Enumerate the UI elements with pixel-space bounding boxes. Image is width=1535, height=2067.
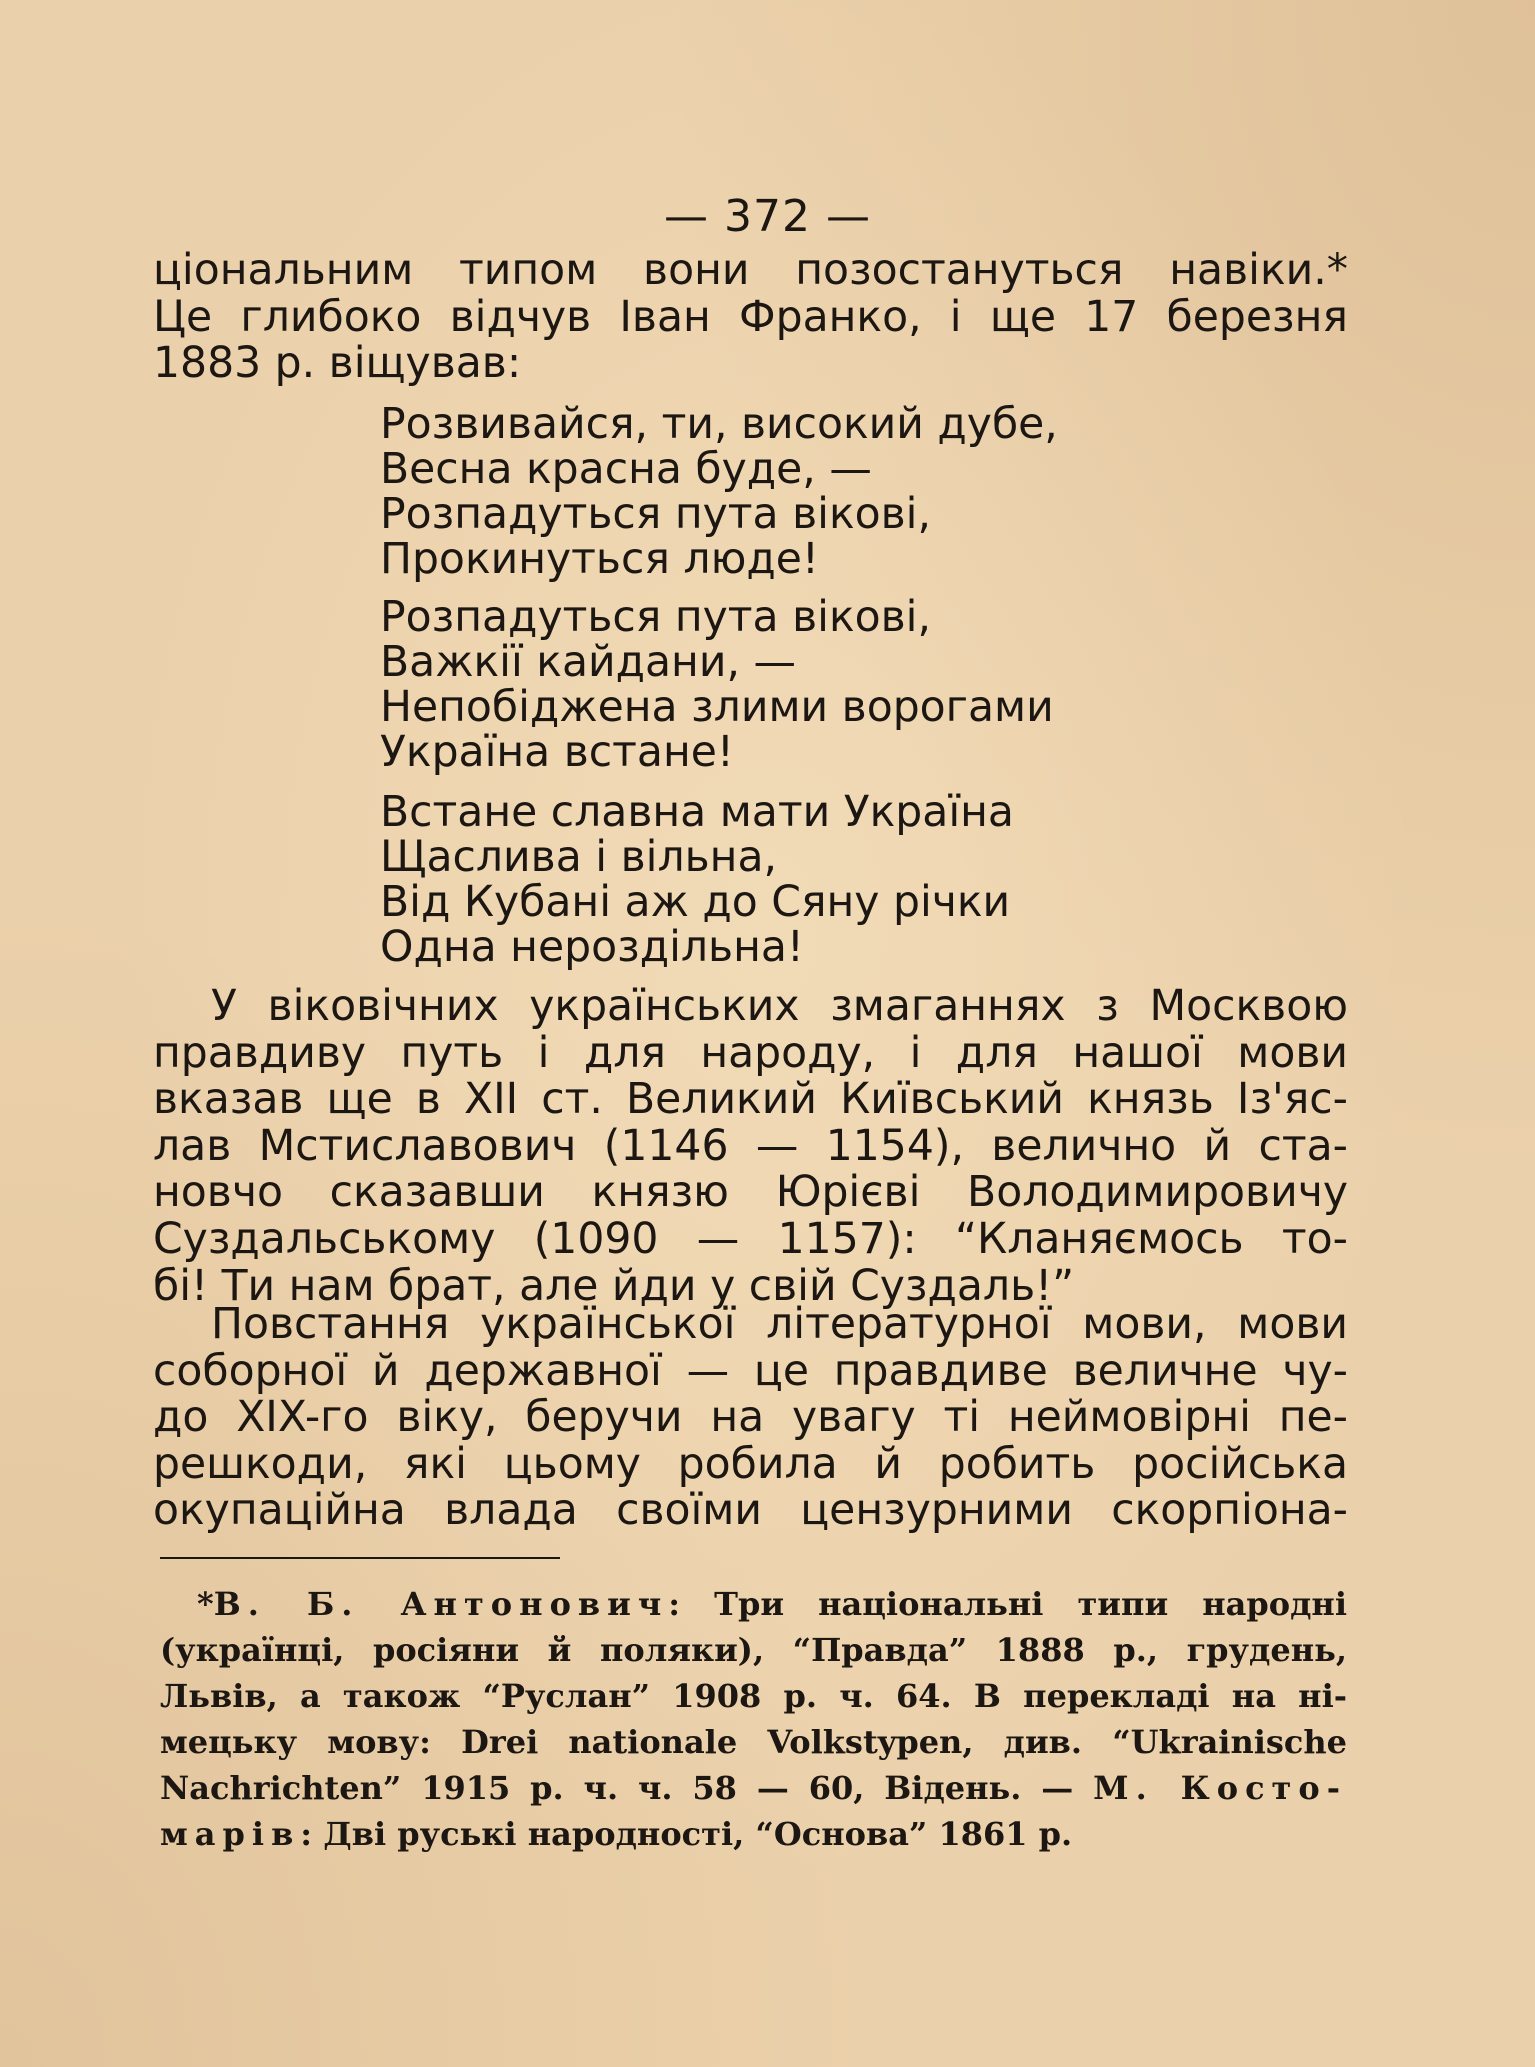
verse-line: Розвивайся, ти, високий дубе, [380, 400, 1058, 449]
footnote-line: (українці, росіяни й поляки), “Правда” 1888 р., грудень, [160, 1631, 1347, 1669]
footnote-line [197, 1581, 1347, 1627]
footnote-text: : Три національні типи народні [668, 1585, 1347, 1623]
verse-line: Україна встане! [380, 728, 734, 777]
paragraph [153, 1302, 1348, 1535]
verse-line: Розпадуться пута вікові, [380, 490, 931, 539]
text-line: правдиву путь і для народу, і для нашої мови [153, 1028, 1348, 1078]
footnote-line: мецьку мову: Drei nationale Volkstypen, див. “Ukrainische [160, 1723, 1347, 1761]
text-line: У віковічних українських змаганнях з Москвою [211, 982, 1348, 1031]
text-line: Це глибоко відчув Іван Франко, і ще 17 березня [153, 292, 1348, 342]
verse-line: Прокинуться люде! [380, 535, 819, 584]
text-line: окупаційна влада своїми цензурними скорпіона- [153, 1486, 1348, 1536]
footnote-author: М. Косто- [1093, 1769, 1348, 1807]
text-line: Повстання української літературної мови, мови [211, 1300, 1348, 1349]
text-line: соборної й державної — це правдиве величне чу- [153, 1346, 1348, 1396]
text-line: решкоди, які цьому робила й робить російська [153, 1439, 1348, 1489]
footnote-text: : Дві руські народності, “Основа” 1861 р. [300, 1815, 1073, 1853]
poem-stanza [380, 790, 1014, 970]
verse-line: Встане славна мати Україна [380, 788, 1014, 837]
footnote-line [160, 1765, 1347, 1811]
text-line: Суздальському (1090 — 1157): “Кланяємось то- [153, 1214, 1348, 1264]
footnote-divider [160, 1557, 560, 1559]
paragraph [153, 984, 1348, 1310]
verse-line: Важкії кайдани, — [380, 638, 796, 687]
verse-line: Розпадуться пута вікові, [380, 593, 931, 642]
footnote-text: Nachrichten” 1915 р. ч. ч. 58 — 60, Відень. — [160, 1769, 1094, 1807]
text-line: бі! Ти нам брат, але йди у свій Суздаль!” [153, 1261, 1075, 1311]
text-line: 1883 р. віщував: [153, 339, 522, 389]
poem-stanza [380, 402, 1058, 582]
footnote-line [160, 1811, 1347, 1857]
verse-line: Весна красна буде, — [380, 445, 872, 494]
footnote-marker: * [197, 1585, 214, 1623]
poem-stanza [380, 595, 1054, 775]
verse-line: Одна нероздільна! [380, 923, 804, 972]
footnote-author: марів [160, 1815, 301, 1853]
text-line: новчо сказавши князю Юрієві Володимировичу [153, 1168, 1348, 1218]
verse-line: Щаслива і вільна, [380, 833, 778, 882]
text-line: вказав ще в XII ст. Великий Київський князь Із'яс- [153, 1075, 1348, 1125]
text-line: до XIX-го віку, беручи на увагу ті неймовірні пе- [153, 1393, 1348, 1443]
intro-paragraph [153, 248, 1348, 388]
page-number: — 372 — [664, 191, 871, 242]
footnote-author: В. Б. Антонович [213, 1585, 669, 1623]
footnote-line: Львів, а також “Руслан” 1908 р. ч. 64. В перекладі на ні- [160, 1677, 1347, 1715]
text-line: ціональним типом вони позостануться навіки.* [153, 246, 1348, 295]
text-line: лав Мстиславович (1146 — 1154), велично й ста- [153, 1121, 1348, 1171]
verse-line: Від Кубані аж до Сяну річки [380, 878, 1011, 927]
verse-line: Непобіджена злими ворогами [380, 683, 1054, 732]
footnote [160, 1581, 1348, 1857]
